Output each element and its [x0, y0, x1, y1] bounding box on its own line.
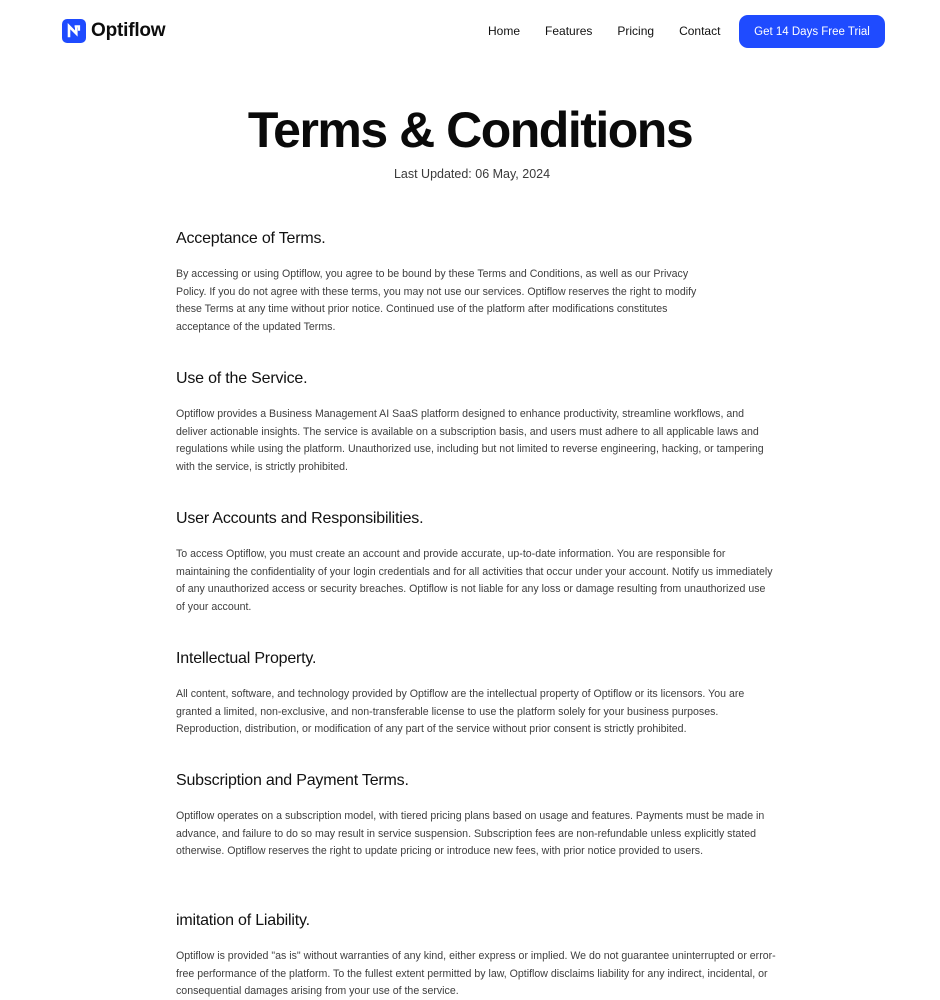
free-trial-button[interactable]: Get 14 Days Free Trial — [739, 15, 885, 48]
main-nav — [480, 24, 720, 38]
section-body: By accessing or using Optiflow, you agree to be bound by these Terms and Conditions, as well as our Privacy Policy. If you do not agree with these terms, you may not use our services. Optiflow reserves the right to modify these Terms at any time without prior notice. Continued use of the platform after modifications constitutes acceptance of the updated Terms. — [176, 268, 697, 334]
section-use-of-service — [176, 368, 776, 508]
optiflow-logo-icon — [62, 19, 86, 43]
navbar — [0, 0, 940, 64]
section-heading: User Accounts and Responsibilities. — [176, 510, 424, 527]
terms-content — [176, 228, 776, 1000]
brand-logo[interactable] — [62, 19, 165, 43]
nav-link-contact[interactable]: Contact — [679, 24, 721, 38]
section-intellectual-property — [176, 648, 776, 770]
brand-name: Optiflow — [91, 20, 166, 41]
nav-link-pricing[interactable]: Pricing — [617, 24, 655, 38]
section-heading: imitation of Liability. — [176, 912, 310, 929]
nav-link-home[interactable]: Home — [488, 24, 521, 38]
section-heading: Use of the Service. — [176, 370, 308, 387]
section-body: All content, software, and technology provided by Optiflow are the intellectual property of Optiflow or its licensors. You are granted a limited, non-exclusive, and non-transferable license to use the platform solely for your business purposes. Reproduction, distribution, or modification of any part of the service without prior consent is strictly prohibited. — [176, 688, 745, 736]
page-title: Terms & Conditions — [247, 102, 693, 158]
section-user-accounts — [176, 508, 776, 648]
section-heading: Acceptance of Terms. — [176, 230, 326, 247]
section-limitation-of-liability — [176, 910, 776, 1000]
section-acceptance-of-terms — [176, 228, 776, 368]
nav-link-features[interactable]: Features — [545, 24, 593, 38]
section-heading: Intellectual Property. — [176, 650, 317, 667]
section-body: Optiflow is provided "as is" without warranties of any kind, either express or implied. We do not guarantee uninterrupted or error-free performance of the platform. To the fullest extent permitted by law, Optiflow disclaims liability for any indirect, incidental, or consequential damages arising from your use of the service. — [176, 950, 776, 998]
section-body: Optiflow provides a Business Management AI SaaS platform designed to enhance productivity, streamline workflows, and deliver actionable insights. The service is available on a subscription basis, and users must adhere to all applicable laws and regulations while using the platform. Unauthorized use, including but not limited to reverse engineering, hacking, or tampering with the service, is strictly prohibited. — [176, 408, 764, 474]
section-body: To access Optiflow, you must create an account and provide accurate, up-to-date information. You are responsible for maintaining the confidentiality of your login credentials and for all activities that occur under your account. Notify us immediately of any unauthorized access or security breaches. Optiflow is not liable for any loss or damage resulting from unauthorized use of your account. — [176, 548, 773, 614]
section-heading: Subscription and Payment Terms. — [176, 772, 409, 789]
last-updated: Last Updated: 06 May, 2024 — [393, 167, 551, 181]
section-subscription-payment — [176, 770, 776, 910]
section-body: Optiflow operates on a subscription model, with tiered pricing plans based on usage and features. Payments must be made in advance, and failure to do so may result in service suspension. Subscription fees are non-refundable unless explicitly stated otherwise. Optiflow reserves the right to update pricing or introduce new fees, with prior notice provided to users. — [176, 810, 765, 858]
